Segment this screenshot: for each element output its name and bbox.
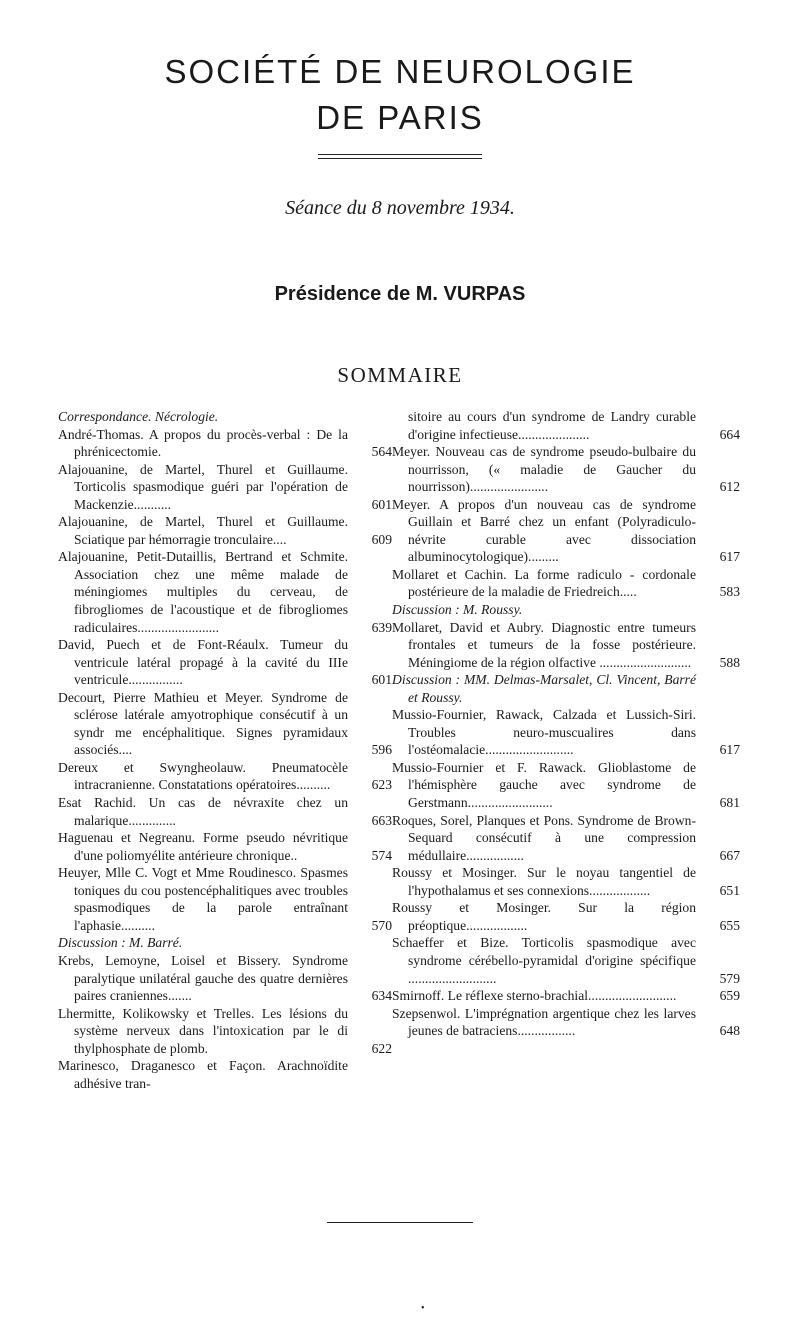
toc-entry-text: Alajouanine, Petit-Dutaillis, Bertrand et Schmite. Association chez une même malade de méningiomes multiples du cerveau, de fibrogliomes de l'acoustique et de fibrogliomes radiculaires........................ [58, 549, 348, 635]
toc-page-number: 574 [371, 847, 392, 863]
divider [318, 158, 482, 159]
toc-entry [392, 619, 740, 672]
toc-entry-text: Haguenau et Negreanu. Forme pseudo névritique d'une poliomyélite antérieure chronique.. [58, 830, 348, 863]
toc-entry-text: sitoire au cours d'un syndrome de Landry curable d'origine infectieuse..................... [408, 409, 696, 442]
toc-page-number: 622 [371, 1040, 392, 1056]
toc-entry-text: Meyer. A propos d'un nouveau cas de syndrome Guillain et Barré chez un enfant (Polyradiculo-névrite curable avec dissociation albuminocytologique)......... [392, 496, 696, 565]
toc-entry [392, 1005, 740, 1040]
toc-entry [58, 1057, 392, 1092]
toc-entry [58, 759, 392, 794]
toc-entry [392, 864, 740, 899]
toc-entry [392, 443, 740, 496]
toc-page-number: 659 [719, 988, 740, 1004]
toc-entry-text: Discussion : MM. Delmas-Marsalet, Cl. Vincent, Barré et Roussy. [392, 672, 696, 705]
toc-page-number: 601 [371, 672, 392, 688]
toc-entry-text: Mussio-Fournier, Rawack, Calzada et Lussich-Siri. Troubles neuro-muscualires dans l'ostéomalacie.......................... [392, 707, 696, 758]
toc-entry-text: Correspondance. Nécrologie. [58, 409, 219, 424]
toc-entry [392, 987, 740, 1005]
toc-entry [392, 671, 740, 706]
presidence-line: Présidence de M. VURPAS [274, 283, 526, 305]
toc-entry [392, 899, 740, 934]
toc-page-number: 564 [371, 444, 392, 460]
toc-entry [58, 934, 392, 952]
journal-title-line2: DE PARIS [316, 99, 484, 136]
toc-entry-text: Roques, Sorel, Planques et Pons. Syndrome de Brown-Sequard consécutif à une compression médullaire................. [392, 812, 696, 863]
toc-page-number: 579 [719, 970, 740, 986]
toc-entry-text: Mussio-Fournier et F. Rawack. Glioblastome de l'hémisphère gauche avec syndrome de Gerstmann......................... [392, 759, 696, 811]
toc-entry-text: Roussy et Mosinger. Sur le noyau tangentiel de l'hypothalamus et ses connexions.................. [392, 865, 696, 898]
toc-entry-text: Szepsenwol. L'imprégnation argentique chez les larves jeunes de batraciens................. [392, 1005, 696, 1039]
toc-page-number: 663 [371, 812, 392, 828]
journal-title-line1: SOCIÉTÉ DE NEUROLOGIE [164, 53, 636, 90]
toc-entry [58, 1005, 392, 1058]
toc-entry [392, 706, 740, 759]
toc-page-number: 617 [719, 549, 740, 565]
toc-entry [408, 408, 740, 443]
toc-entry [58, 864, 392, 934]
toc-entry-text: Esat Rachid. Un cas de névraxite chez un malarique.............. [58, 795, 348, 828]
toc-entry [392, 601, 740, 619]
toc-entry [58, 689, 392, 759]
toc-entry [58, 461, 392, 514]
toc-page-number: 648 [719, 1023, 740, 1039]
toc-entry [392, 566, 740, 601]
toc-entry [392, 759, 740, 812]
bottom-divider [327, 1222, 473, 1223]
toc-entry-text: Krebs, Lemoyne, Loisel et Bissery. Syndrome paralytique unilatéral gauche des quatre dernières paires craniennes....... [58, 952, 348, 1004]
toc-entry-text: Meyer. Nouveau cas de syndrome pseudo-bulbaire du nourrisson, (« maladie de Gaucher du nourrisson)....................... [392, 444, 696, 495]
divider [318, 154, 482, 155]
toc-entry-text: André-Thomas. A propos du procès-verbal : De la phrénicectomie. [58, 426, 348, 460]
toc-page-number: 655 [719, 917, 740, 933]
toc-page-number: 651 [719, 882, 740, 898]
toc-entry-text: Heuyer, Mlle C. Vogt et Mme Roudinesco. Spasmes toniques du cou postencéphalitiques avec troubles spasmodiques de la parole entraînant l'aphasie.......... [58, 865, 348, 933]
toc-page-number: 609 [371, 531, 392, 547]
toc-entry [58, 548, 392, 636]
toc-entry [392, 496, 740, 566]
toc-entry [58, 636, 392, 689]
toc-page-number: 623 [371, 777, 392, 793]
toc-entry-text: Schaeffer et Bize. Torticolis spasmodique avec syndrome cérébello-pyramidal d'origine spécifique .......................... [392, 935, 696, 986]
toc-entry-text: Discussion : M. Roussy. [392, 602, 523, 618]
toc-page-number: 583 [719, 584, 740, 600]
toc-page-number: 634 [371, 988, 392, 1004]
toc-entry [58, 952, 392, 1005]
page-mark: • [421, 1303, 425, 1314]
toc-entry-text: Discussion : M. Barré. [58, 935, 183, 951]
toc-entry [392, 934, 740, 987]
toc-right-column [392, 408, 740, 1040]
toc-entry [58, 513, 392, 548]
toc-page-number: 639 [371, 619, 392, 635]
toc-page-number: 596 [371, 742, 392, 758]
toc-page-number: 588 [719, 654, 740, 670]
toc-entry-text: David, Puech et de Font-Réaulx. Tumeur du ventricule latéral propagé à la cavité du IIIe ventricule................ [58, 637, 348, 688]
toc-entry-text: Mollaret, David et Aubry. Diagnostic entre tumeurs frontales et tumeurs de la fosse postérieure. Méningiome de la région olfactive ........................... [392, 619, 696, 670]
toc-left-column [58, 408, 392, 1092]
toc-page-number: 601 [371, 496, 392, 512]
toc-page-number: 612 [719, 479, 740, 495]
toc-entry [392, 812, 740, 865]
toc-entry-text: Decourt, Pierre Mathieu et Meyer. Syndrome de sclérose latérale amyotrophique consécutif à un syndr me encéphalitique. Signes pyramidaux associés.... [58, 689, 348, 758]
toc-page-number: 667 [719, 847, 740, 863]
toc-entry [58, 794, 392, 829]
toc-entry [58, 426, 392, 461]
toc-entry-text: Lhermitte, Kolikowsky et Trelles. Les lésions du système nerveux dans l'intoxication par le di thylphosphate de plomb. [58, 1005, 348, 1056]
session-date: Séance du 8 novembre 1934. [285, 197, 515, 219]
toc-entry-text: Marinesco, Draganesco et Façon. Arachnoïdite adhésive tran- [58, 1058, 348, 1091]
toc-entry [58, 408, 392, 426]
toc-entry-text: Roussy et Mosinger. Sur la région préoptique.................. [392, 900, 696, 933]
toc-page-number: 617 [719, 742, 740, 758]
toc-entry-text: Alajouanine, de Martel, Thurel et Guillaume. Sciatique par hémorragie tronculaire.... [58, 514, 348, 547]
toc-entry-text: Mollaret et Cachin. La forme radiculo - cordonale postérieure de la maladie de Friedreich..... [392, 566, 696, 600]
toc-entry-text: Alajouanine, de Martel, Thurel et Guillaume. Torticolis spasmodique guéri par l'opération de Mackenzie........... [58, 461, 348, 512]
toc-entry-text: Smirnoff. Le réflexe sterno-brachial.......................... [392, 988, 677, 1004]
toc-page-number: 664 [719, 426, 740, 442]
toc-entry [58, 829, 392, 864]
toc-page-number: 570 [371, 917, 392, 933]
toc-page-number: 681 [719, 795, 740, 811]
sommaire-heading: SOMMAIRE [337, 363, 463, 387]
toc-entry-text: Dereux et Swyngheolauw. Pneumatocèle intracranienne. Constatations opératoires.......... [58, 759, 348, 793]
